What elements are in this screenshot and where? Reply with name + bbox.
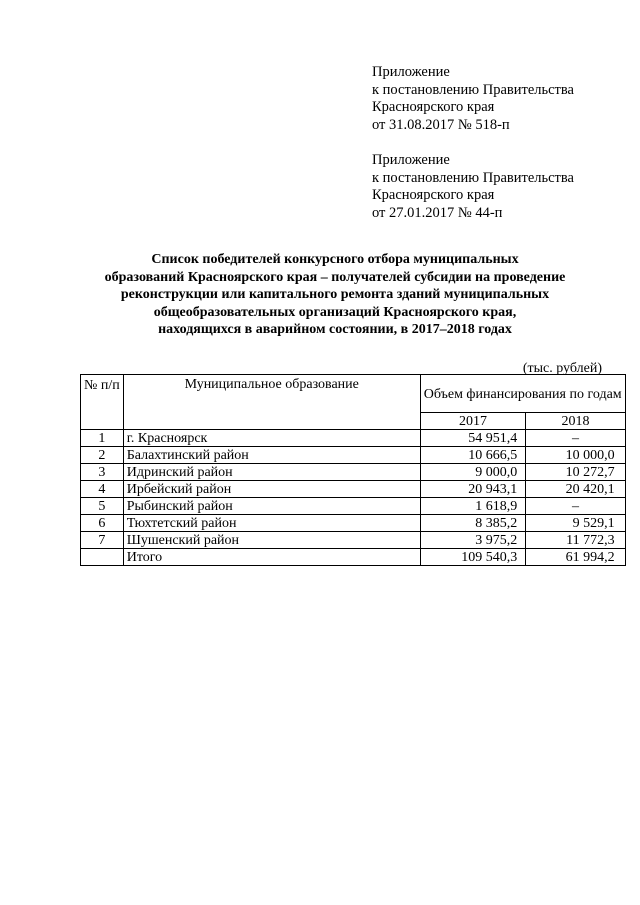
- funding-table: [80, 374, 626, 566]
- funding-2017: 1 618,9: [420, 498, 526, 515]
- appendix-line: Приложение: [372, 64, 450, 80]
- funding-2018: 61 994,2: [526, 549, 625, 566]
- funding-2017: 8 385,2: [420, 515, 526, 532]
- municipality-name: Ирбейский район: [123, 481, 420, 498]
- table-row: [81, 430, 626, 447]
- appendix-line: Красноярского края: [372, 99, 495, 116]
- header-year-2017: 2017: [420, 413, 526, 430]
- municipality-name: Балахтинский район: [123, 447, 420, 464]
- appendix-current: [372, 64, 634, 134]
- funding-2017: 10 666,5: [420, 447, 526, 464]
- title-line: Список победителей конкурсного отбора муниципальных: [151, 252, 519, 267]
- appendix-line: к постановлению Правительства: [372, 81, 574, 98]
- row-number: 3: [81, 464, 124, 481]
- header-name: Муниципальное образование: [123, 375, 420, 430]
- funding-2018: 20 420,1: [526, 481, 625, 498]
- funding-2017: 3 975,2: [420, 532, 526, 549]
- header-funding: Объем финансирования по годам: [420, 375, 625, 413]
- header-row: [81, 375, 626, 413]
- table-row: [81, 481, 626, 498]
- document-title: [70, 251, 600, 339]
- row-number: 5: [81, 498, 124, 515]
- header-year-2018: 2018: [526, 413, 625, 430]
- appendix-original: [372, 152, 634, 222]
- table-row: [81, 447, 626, 464]
- row-number: 2: [81, 447, 124, 464]
- row-number: 6: [81, 515, 124, 532]
- appendix-line: Приложение: [372, 152, 450, 168]
- row-number: 7: [81, 532, 124, 549]
- appendix-line: от 27.01.2017 № 44-п: [372, 204, 503, 221]
- table-row: [81, 464, 626, 481]
- row-number: 4: [81, 481, 124, 498]
- municipality-name: Итого: [123, 549, 420, 566]
- total-row: [81, 549, 626, 566]
- title-line: реконструкции или капитального ремонта зданий муниципальных: [120, 287, 550, 302]
- table-row: [81, 515, 626, 532]
- funding-2017: 109 540,3: [420, 549, 526, 566]
- appendix-line: Красноярского края: [372, 187, 495, 204]
- row-number: 1: [81, 430, 124, 447]
- funding-2018: –: [526, 430, 625, 447]
- title-line: общеобразовательных организаций Красноярского края,: [153, 304, 517, 320]
- units-note: (тыс. рублей): [522, 361, 602, 376]
- header-num: № п/п: [81, 375, 124, 430]
- row-number: [81, 549, 124, 566]
- funding-2018: –: [526, 498, 625, 515]
- funding-2018: 11 772,3: [526, 532, 625, 549]
- municipality-name: Идринский район: [123, 464, 420, 481]
- municipality-name: Шушенский район: [123, 532, 420, 549]
- municipality-name: г. Красноярск: [123, 430, 420, 447]
- funding-2018: 9 529,1: [526, 515, 625, 532]
- title-line: находящихся в аварийном состоянии, в 2017–2018 годах: [158, 322, 512, 337]
- funding-2017: 54 951,4: [420, 430, 526, 447]
- municipality-name: Рыбинский район: [123, 498, 420, 515]
- funding-2018: 10 000,0: [526, 447, 625, 464]
- funding-2017: 20 943,1: [420, 481, 526, 498]
- appendix-line: к постановлению Правительства: [372, 169, 574, 186]
- funding-2018: 10 272,7: [526, 464, 625, 481]
- title-line: образований Красноярского края – получателей субсидии на проведение: [104, 269, 566, 285]
- appendix-line: от 31.08.2017 № 518-п: [372, 116, 510, 133]
- municipality-name: Тюхтетский район: [123, 515, 420, 532]
- table-row: [81, 498, 626, 515]
- table-row: [81, 532, 626, 549]
- funding-2017: 9 000,0: [420, 464, 526, 481]
